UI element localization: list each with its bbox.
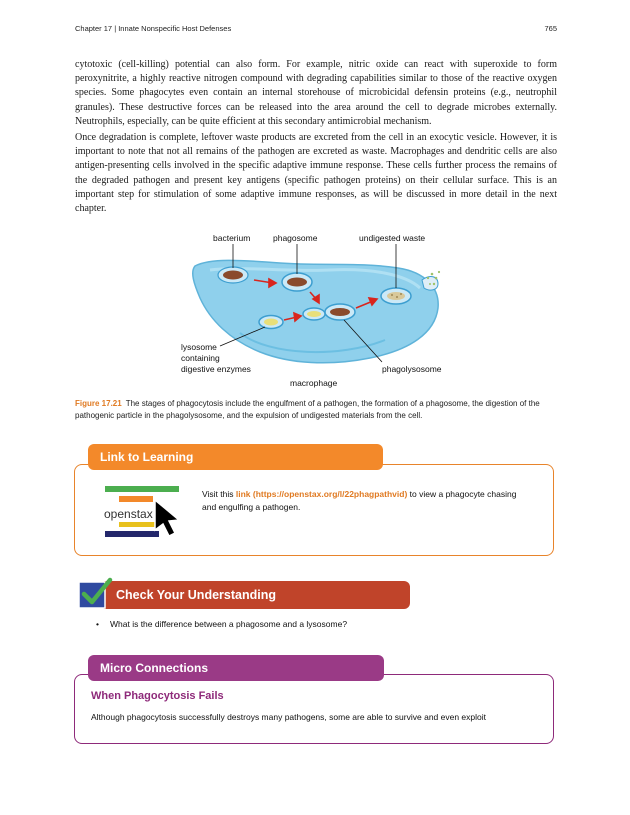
label-lysosome: lysosome — [181, 342, 217, 352]
expelled-waste — [422, 271, 440, 290]
check-understanding-title: Check Your Understanding — [100, 581, 410, 609]
micro-connections-box — [74, 674, 554, 744]
openstax-logo-icon — [103, 484, 193, 542]
micro-connections-title: Micro Connections — [88, 655, 384, 681]
figure-caption-text: The stages of phagocytosis include the engulfment of a pathogen, the formation of a phagosome, the digestion of the pathogenic particle in the phagolysosome, and the expulsion of undigested materials from the cell. — [75, 399, 540, 420]
page-number: 765 — [544, 24, 557, 33]
label-macrophage: macrophage — [290, 378, 338, 388]
figure-number: Figure 17.21 — [75, 399, 122, 408]
label-bacterium: bacterium — [213, 233, 251, 243]
body-paragraph: Once degradation is complete, leftover waste products are excreted from the cell in an exocytic vesicle. However, it is important to note that not all remains of the pathogen are excreted as waste. Macrophages and dendritic cells are also antigen-presenting cells involved in the specific adaptive immune response. These cells further process the remains of the degraded pathogen and present key antigens (specific pathogen proteins) on their cellular surface. This is an important step for stimulation of some adaptive immune responses, as will be discussed in more detail in the next chapter. — [75, 132, 557, 215]
phagocytosis-figure — [170, 228, 460, 393]
openstax-logo-text: openstax — [104, 507, 153, 521]
video-link[interactable]: link (https://openstax.org/l/22phagpathvid) — [235, 489, 408, 499]
label-undigested-waste: undigested waste — [359, 233, 426, 243]
phagosome — [282, 273, 312, 291]
link-to-learning-text: Visit this link (https://openstax.org/l/22phagpathvid) to view a phagocyte chasing and engulfing a pathogen. — [202, 489, 517, 512]
micro-connections-subtitle: When Phagocytosis Fails — [91, 690, 224, 702]
link-to-learning-title: Link to Learning — [88, 444, 383, 470]
body-paragraph: cytotoxic (cell-killing) potential can also form. For example, nitric oxide can react with superoxide to form peroxynitrite, a highly reactive nitrogen compound with degrading capabilities similar to those of the reactive oxygen species. Some phagocytes even contain an internal storehouse of microbicidal defensin proteins (e.g., neutrophil granules). These destructive forces can be released into the area around the cell to degrade microbes externally. Neutrophils, especially, can be quite efficient at this secondary antimicrobial mechanism. — [75, 59, 557, 127]
checkbox-icon — [77, 576, 113, 612]
list-item: • What is the difference between a phagosome and a lysosome? — [96, 619, 348, 629]
figure-caption — [75, 398, 557, 421]
bacterium-engulfment — [218, 267, 248, 283]
label-phagolysosome: phagolysosome — [382, 364, 442, 374]
label-lysosome: containing — [181, 353, 220, 363]
lysosome — [259, 316, 283, 329]
micro-connections-text: Although phagocytosis successfully destroys many pathogens, some are able to survive and even exploit — [91, 712, 487, 722]
waste-vesicle — [381, 288, 411, 304]
phagocytosis-diagram — [170, 228, 460, 393]
chapter-title: Chapter 17 | Innate Nonspecific Host Defenses — [75, 24, 232, 33]
label-lysosome: digestive enzymes — [181, 364, 251, 374]
check-understanding-list — [96, 619, 536, 629]
label-phagosome: phagosome — [273, 233, 318, 243]
